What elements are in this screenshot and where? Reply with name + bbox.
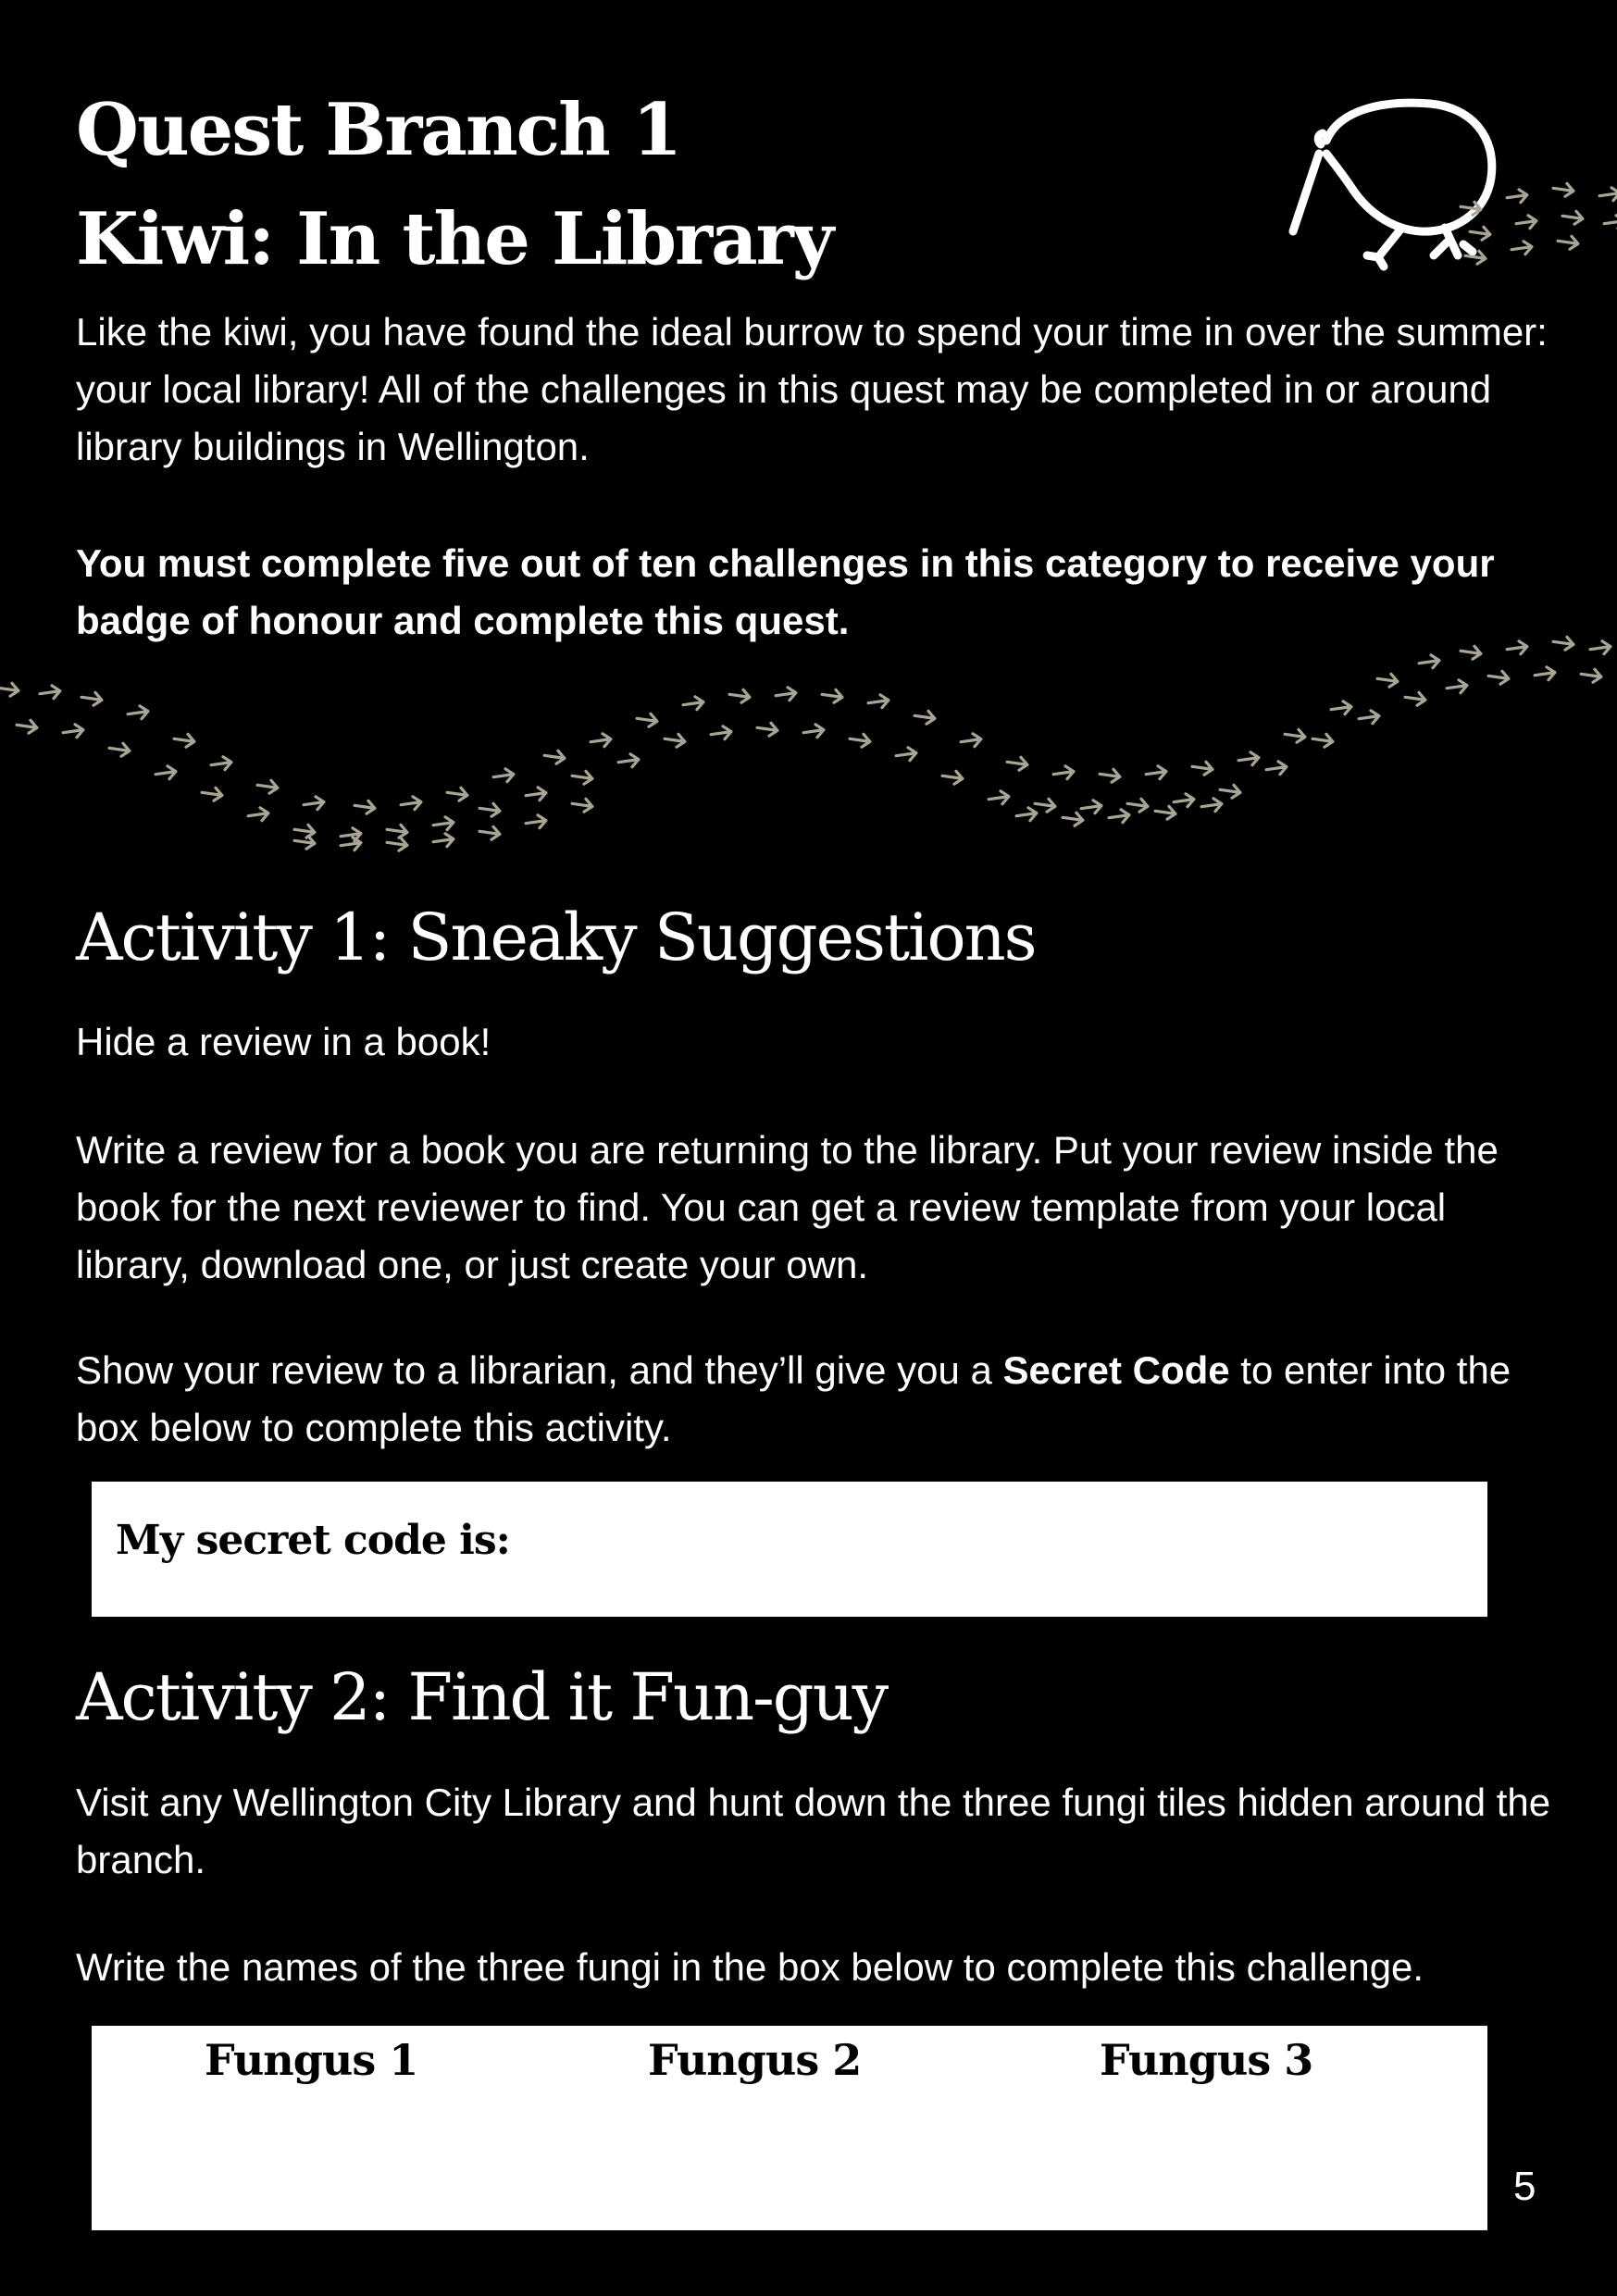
footprint-icon: [1598, 187, 1617, 203]
footprint-icon: [802, 724, 825, 739]
footprint-icon: [1099, 767, 1121, 783]
fungus-2-label: Fungus 2: [648, 2035, 862, 2085]
activity-1-heading: Activity 1: Sneaky Suggestions: [76, 900, 1036, 975]
footprint-icon: [39, 685, 61, 701]
fungus-3-label: Fungus 3: [1100, 2035, 1313, 2085]
footprint-icon: [775, 687, 797, 702]
secret-code-box[interactable]: [92, 1482, 1487, 1617]
footprint-icon: [1080, 800, 1102, 815]
footprint-icon: [1469, 225, 1491, 241]
footprint-icon: [1557, 234, 1579, 250]
footprint-icon: [1358, 710, 1380, 726]
footprint-icon: [821, 688, 843, 703]
footprint-icon: [354, 799, 376, 814]
footprint-icon: [1460, 200, 1482, 216]
footprint-icon: [525, 814, 547, 830]
footprint-icon: [1062, 811, 1084, 826]
footprint-icon: [1015, 807, 1038, 823]
footprint-icon: [386, 823, 408, 838]
footprint-icon: [571, 797, 593, 813]
footprint-icon: [1603, 215, 1617, 230]
footprint-icon: [81, 690, 103, 706]
title-line-1: Quest Branch 1: [76, 88, 681, 172]
footprint-icon: [1145, 765, 1167, 781]
footprint-icon: [479, 825, 501, 840]
footprint-icon: [1265, 761, 1287, 776]
secret-code-label: My secret code is:: [116, 1517, 510, 1564]
footprint-icon: [1487, 669, 1510, 685]
footprint-icon: [62, 724, 84, 739]
requirement-text: You must complete five out of ten challenges in this category to receive your badge of honour and complete this quest.: [76, 541, 1495, 642]
footprint-icon: [432, 816, 454, 832]
footprint-icon: [446, 786, 468, 801]
footprint-icon: [1330, 701, 1352, 716]
footprint-icon: [479, 801, 501, 817]
activity-1-show-text: [76, 1342, 1557, 1457]
footprint-icon: [1580, 667, 1602, 683]
intro-paragraph: Like the kiwi, you have found the ideal burrow to spend your time in over the summer: your local library! All of the challenges in this quest may be completed in or around library buildings in Wellington.: [76, 310, 1548, 468]
footprint-icon: [108, 741, 131, 757]
secret-code-emphasis: Secret Code: [1002, 1348, 1230, 1392]
footprint-icon: [1312, 732, 1334, 748]
footprint-icon: [1108, 809, 1130, 825]
footprint-icon: [1561, 209, 1584, 225]
activity-2-heading: Activity 2: Find it Fun-guy: [76, 1659, 888, 1735]
show-text-suffix: to enter into the box below to complete this activity.: [76, 1348, 1511, 1449]
footprint-icon: [1052, 765, 1075, 781]
footprint-icon: [201, 786, 223, 801]
footprint-icon: [1238, 751, 1260, 767]
footprint-icon: [1404, 690, 1426, 706]
footprint-icon: [256, 778, 279, 794]
footprint-icon: [710, 726, 732, 741]
footprint-icon: [1034, 797, 1056, 813]
footprint-icon: [1464, 249, 1486, 265]
footprint-icon: [914, 709, 936, 725]
footprint-icon: [895, 747, 917, 763]
activity-2-instructions: Visit any Wellington City Library and hunt down the three fungi tiles hidden around the branch.: [76, 1781, 1551, 1881]
footprint-icon: [1191, 760, 1213, 776]
footprint-icon: [988, 790, 1010, 806]
activity-1-instructions: Write a review for a book you are returning to the library. Put your review inside the book for the next reviewer to find. You can get a review template from your local library, download one, or just create your own.: [76, 1128, 1499, 1286]
fungi-answer-box[interactable]: [92, 2026, 1487, 2230]
footprint-icon: [525, 787, 547, 802]
footprint-icon: [636, 712, 658, 727]
footprint-icon: [941, 769, 964, 785]
activity-2-write-names: Write the names of the three fungi in the box below to complete this challenge.: [76, 1945, 1424, 1989]
footprint-icon: [1376, 672, 1399, 688]
footprint-icon: [340, 837, 362, 852]
activity-1-tagline: Hide a review in a book!: [76, 1020, 491, 1063]
footprint-icon: [293, 823, 316, 838]
footprint-icon: [1284, 727, 1306, 743]
fungus-1-label: Fungus 1: [205, 2035, 418, 2085]
footprint-icon: [1511, 241, 1533, 256]
footprint-icon: [1006, 755, 1028, 771]
footprint-icon: [127, 705, 149, 721]
footprint-icon: [728, 688, 751, 703]
footprint-icon: [1219, 783, 1241, 799]
footprint-icon: [1154, 804, 1176, 820]
footprint-icon: [247, 807, 269, 823]
footprint-icon: [173, 732, 195, 748]
footprint-icon: [960, 733, 982, 749]
footprint-icon: [293, 834, 316, 850]
footprint-icon: [571, 769, 593, 785]
show-text-prefix: Show your review to a librarian, and they’ll give you a: [76, 1348, 1003, 1392]
footprint-icon: [1200, 798, 1223, 813]
footprint-icon: [303, 796, 325, 812]
footprint-icon: [590, 733, 612, 749]
footprint-icon: [210, 756, 232, 772]
footprint-icon: [664, 732, 686, 748]
title-line-2: Kiwi: In the Library: [76, 197, 833, 281]
footprint-icon: [617, 753, 640, 769]
footprint-icon: [849, 732, 871, 748]
footprint-icon: [16, 718, 38, 734]
footprint-icon: [400, 796, 422, 812]
footprint-icon: [1446, 679, 1468, 695]
footprint-icon: [0, 681, 19, 697]
footprint-icon: [386, 836, 408, 851]
footprint-icon: [1126, 797, 1149, 813]
footprint-icon: [682, 696, 704, 712]
footprint-icon: [543, 749, 566, 764]
footprint-icon: [1506, 189, 1528, 205]
footprint-icon: [1534, 666, 1556, 682]
footprint-icon: [1173, 793, 1195, 809]
footprint-icon: [155, 765, 177, 781]
footprint-icon: [1552, 181, 1574, 197]
footprint-icon: [756, 721, 778, 737]
page-number: 5: [1513, 2164, 1536, 2209]
footprint-icon: [1418, 654, 1440, 670]
footprint-tracks-icon: [0, 176, 1617, 879]
footprint-icon: [1589, 640, 1611, 656]
footprint-icon: [867, 694, 889, 710]
footprint-icon: [1515, 215, 1537, 230]
footprint-icon: [432, 833, 454, 849]
footprint-icon: [492, 768, 515, 784]
